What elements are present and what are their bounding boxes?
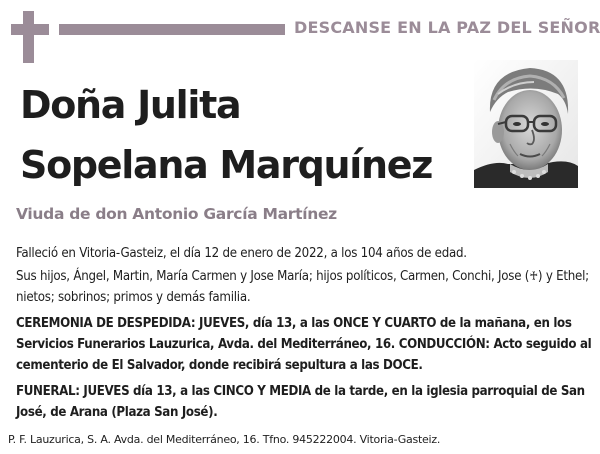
death-announcement-paragraph: Falleció en Vitoria-Gasteiz, el día 12 de enero de 2022, a los 104 años de edad. (16, 246, 467, 261)
family-text-end: ) y Ethel; nietos; sobrinos; primos y demás familia. (16, 269, 589, 305)
funeral-home-footer: P. F. Lauzurica, S. A. Avda. del Mediterráneo, 16. Tfno. 945222004. Vitoria-Gasteiz. (8, 433, 441, 446)
deceased-name-line-2: Sopelana Marquínez (20, 143, 433, 187)
cross-horizontal-bar (11, 24, 49, 35)
deceased-name-line-1: Doña Julita (20, 83, 241, 127)
header-title: DESCANSE EN LA PAZ DEL SEÑOR (294, 18, 600, 37)
cross-icon: ♰ (529, 269, 538, 283)
deceased-subtitle: Viuda de don Antonio García Martínez (16, 205, 337, 223)
ceremony-paragraph: CEREMONIA DE DESPEDIDA: JUEVES, día 13, a las ONCE Y CUARTO de la mañana, en los Servicios Funerarios Lauzurica, Avda. del Mediterráneo, 16. CONDUCCIÓN: Acto seguido al cementerio de El Salvador, donde recibirá sepultura a las DOCE. (16, 316, 592, 373)
cross-vertical-bar (23, 11, 34, 63)
header-divider-line (59, 24, 285, 35)
funeral-paragraph: FUNERAL: JUEVES día 13, a las CINCO Y MEDIA de la tarde, en la iglesia parroquial de San José, de Arana (Plaza San José). (16, 384, 585, 420)
family-text-start: Sus hijos, Ángel, Martin, María Carmen y Jose María; hijos políticos, Carmen, Conchi, Jose ( (16, 269, 530, 284)
portrait-photo (474, 60, 578, 188)
family-paragraph (16, 266, 592, 308)
